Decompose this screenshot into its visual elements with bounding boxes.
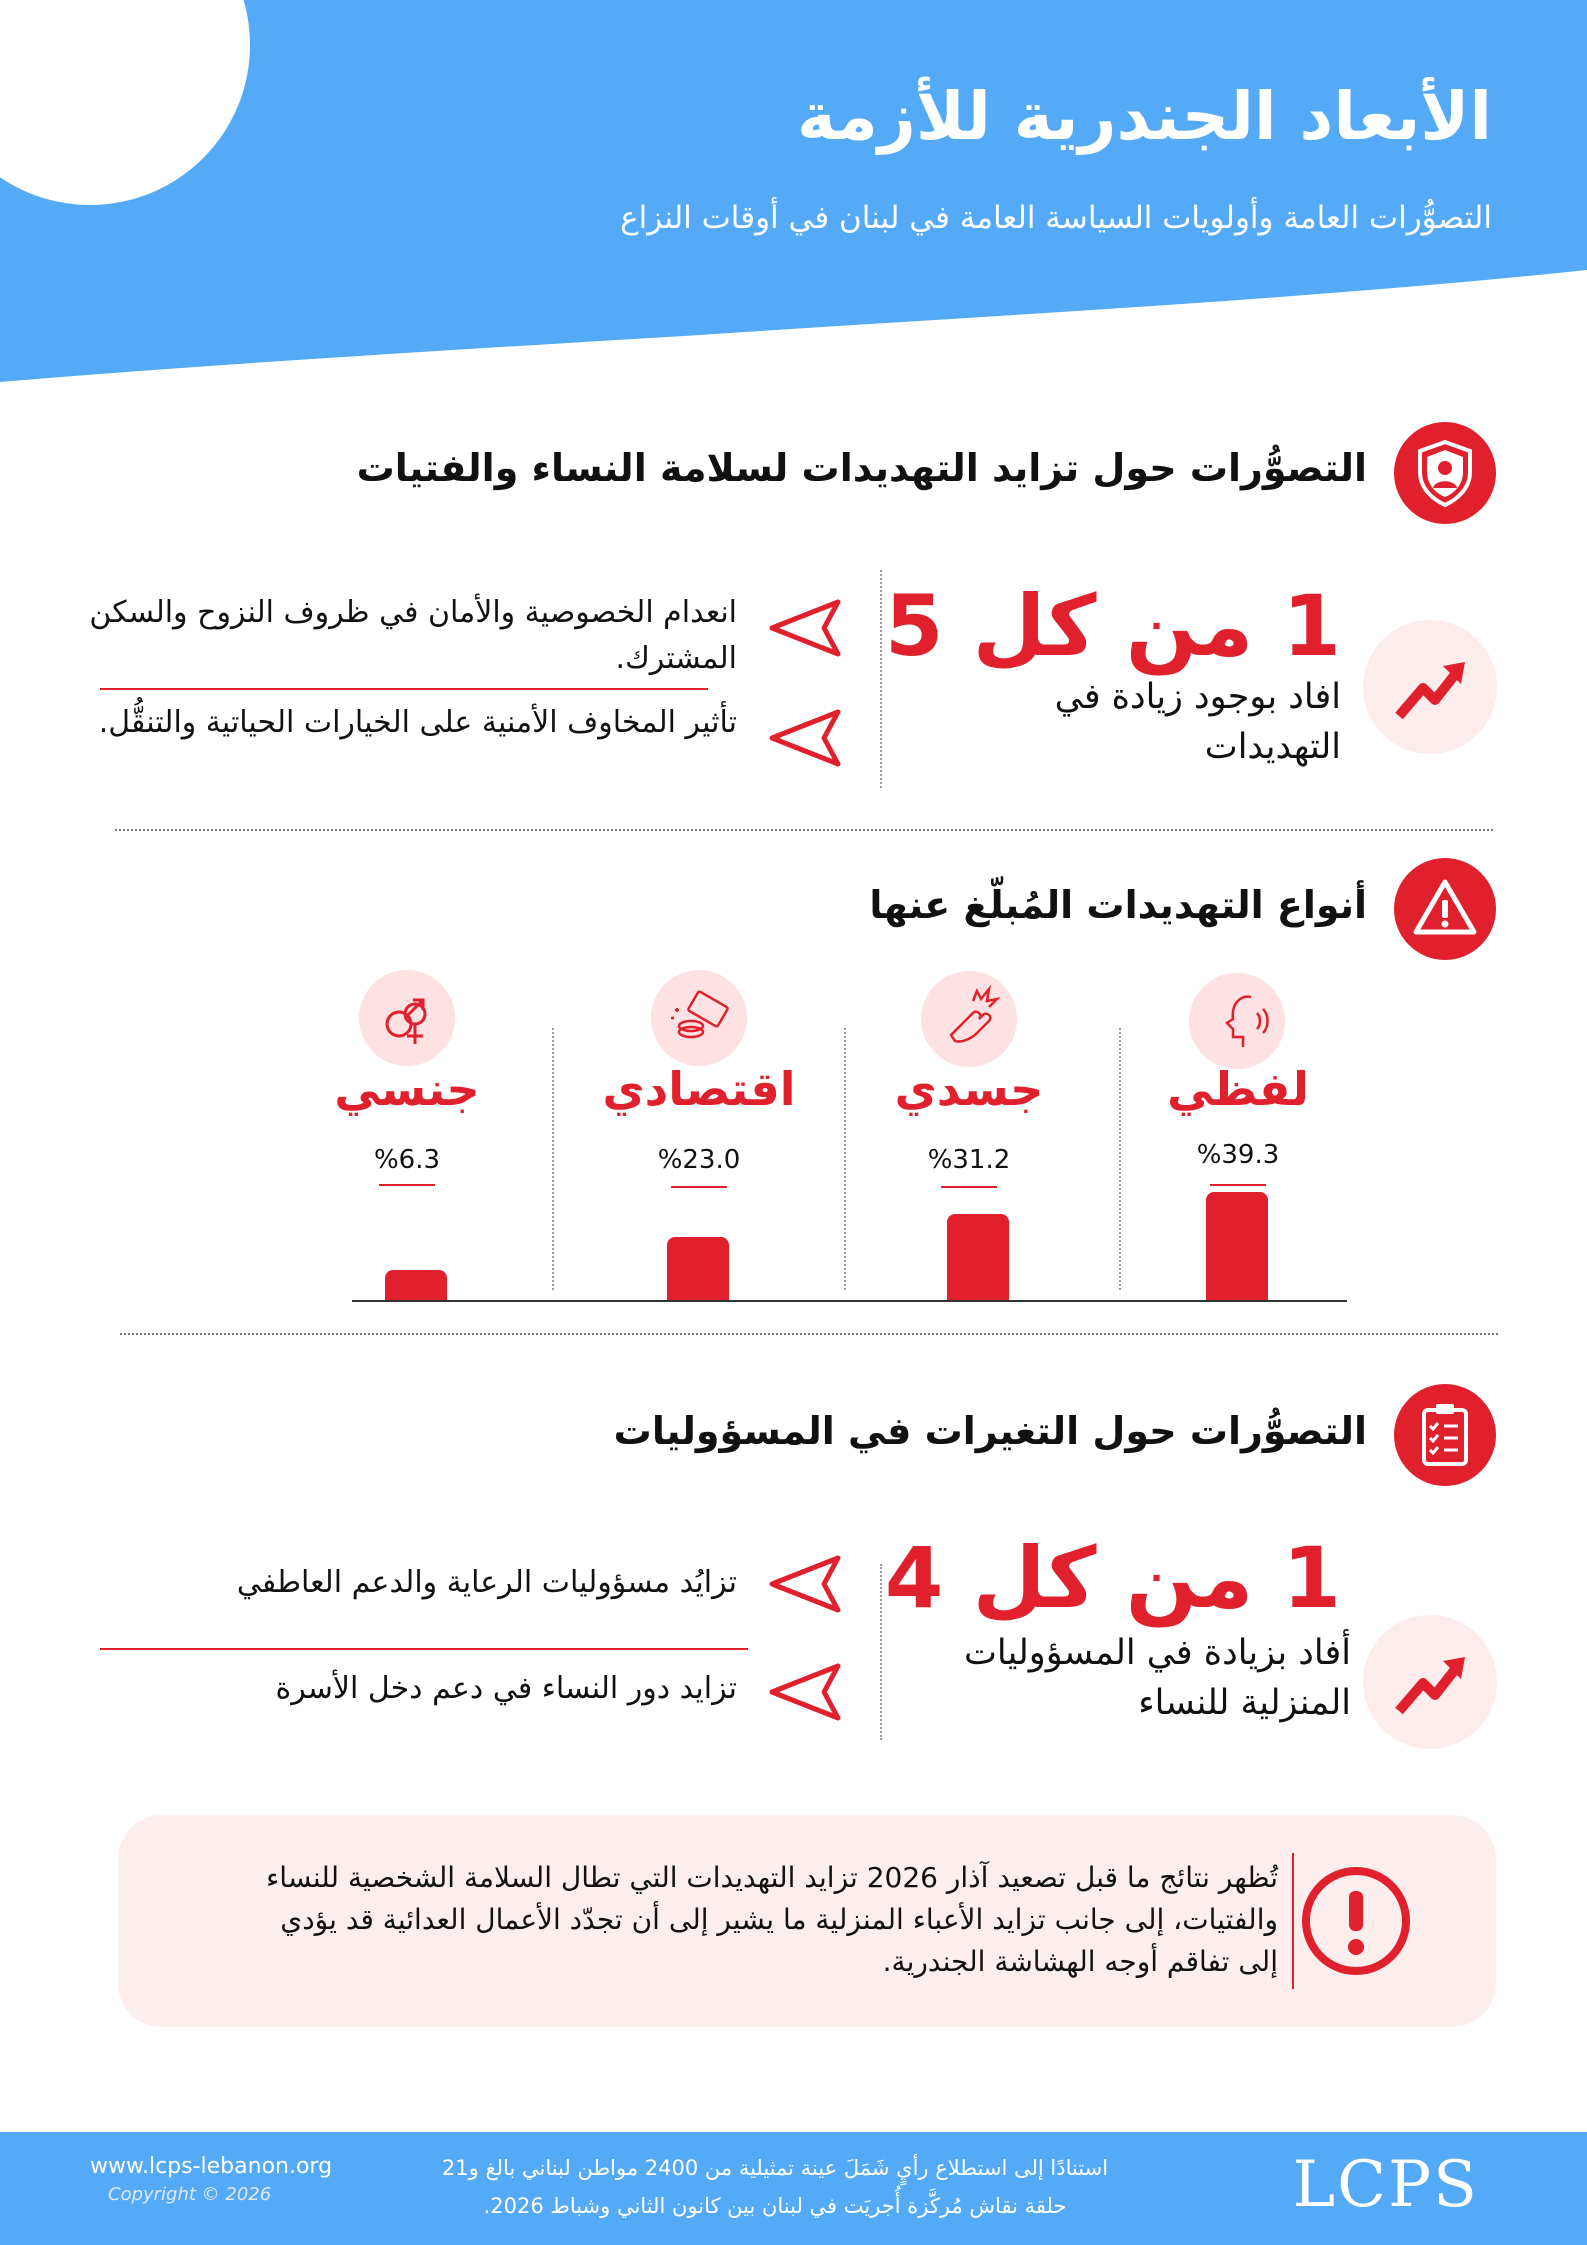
section3-title: التصوُّرات حول التغيرات في المسؤوليات	[613, 1409, 1367, 1453]
shield-woman-icon	[1394, 422, 1496, 524]
value-label: %31.2	[927, 1145, 1011, 1175]
value-label: %6.3	[373, 1145, 441, 1175]
lcps-logo: LCPS	[1292, 2148, 1479, 2222]
bar-sexual	[385, 1270, 447, 1300]
point-divider	[100, 688, 708, 690]
section1-point-1: انعدام الخصوصية والأمان في ظروف النزوح والسكن المشترك.	[89, 595, 737, 676]
footer	[0, 2132, 1587, 2245]
bar-physical	[947, 1214, 1009, 1300]
section1-stat-desc: افاد بوجود زيادة في التهديدات	[1054, 677, 1341, 767]
gender-symbols-icon	[359, 970, 455, 1066]
column-divider	[880, 1564, 882, 1740]
page-subtitle: التصوُّرات العامة وأولويات السياسة العامة في لبنان في أوقات النزاع	[620, 200, 1492, 236]
exclamation-circle-icon	[1296, 1861, 1416, 1981]
section3-stat-desc: أفاد بزيادة في المسؤوليات المنزلية للنساء	[963, 1633, 1351, 1723]
section1-stat: 1 من كل 5	[884, 577, 1341, 675]
money-icon	[651, 970, 747, 1066]
chart-baseline	[352, 1300, 1347, 1302]
send-arrow-icon	[766, 1660, 844, 1724]
trend-up-icon	[1363, 1615, 1497, 1749]
note-box	[118, 1815, 1496, 2027]
section3-point-2: تزايد دور النساء في دعم دخل الأسرة	[275, 1671, 737, 1706]
value-underline	[379, 1184, 435, 1186]
note-text: تُظهر نتائج ما قبل تصعيد آذار 2026 تزايد التهديدات التي تطال السلامة الشخصية للنساء والفتيات، إلى جانب تزايد الأعباء المنزلية ما يشير إلى أن تجدّد الأعمال العدائية قد يؤدي إلى تفاقم أوجه الهشاشة الجندرية.	[266, 1861, 1278, 1978]
section2-title: أنواع التهديدات المُبلّغ عنها	[869, 883, 1367, 927]
send-arrow-icon	[766, 1552, 844, 1616]
value-underline	[671, 1186, 727, 1188]
value-label: %39.3	[1196, 1140, 1280, 1170]
column-divider	[880, 570, 882, 788]
warning-triangle-icon	[1394, 858, 1496, 960]
section3-stat: 1 من كل 4	[884, 1529, 1341, 1627]
section-divider	[120, 1333, 1498, 1335]
trend-up-icon	[1363, 620, 1497, 754]
section3-point-1: تزايُد مسؤوليات الرعاية والدعم العاطفي	[236, 1565, 737, 1600]
hand-slap-icon	[921, 971, 1017, 1067]
column-separator	[844, 1028, 846, 1290]
column-separator	[1119, 1028, 1121, 1290]
page-title: الأبعاد الجندرية للأزمة	[796, 78, 1492, 155]
footer-copyright: Copyright © 2026	[108, 2184, 272, 2205]
bar-economic	[667, 1237, 729, 1300]
category-label: جنسي	[334, 1062, 480, 1116]
footer-source-line-2: حلقة نقاش مُركَّزة أُجريَت في لبنان بين كانون الثاني وشباط 2026.	[483, 2194, 1067, 2218]
send-arrow-icon	[766, 706, 844, 770]
clipboard-checklist-icon	[1394, 1384, 1496, 1486]
column-separator	[552, 1028, 554, 1290]
send-arrow-icon	[766, 596, 844, 660]
category-label: جسدي	[894, 1062, 1044, 1116]
category-label: لفظي	[1167, 1062, 1309, 1116]
note-divider	[1292, 1853, 1294, 1989]
point-divider	[100, 1648, 748, 1650]
speaking-head-icon	[1189, 973, 1285, 1069]
footer-url[interactable]: www.lcps-lebanon.org	[90, 2154, 333, 2179]
section1-title: التصوُّرات حول تزايد التهديدات لسلامة النساء والفتيات	[356, 446, 1367, 490]
bar-verbal	[1206, 1192, 1268, 1300]
section1-point-2: تأثير المخاوف الأمنية على الخيارات الحياتية والتنقُّل.	[98, 705, 737, 740]
category-label: اقتصادي	[602, 1062, 796, 1116]
section-divider	[115, 829, 1493, 831]
value-underline	[941, 1186, 997, 1188]
value-label: %23.0	[657, 1145, 741, 1175]
value-underline	[1210, 1184, 1266, 1186]
footer-source-line-1: استنادًا إلى استطلاع رأيٍ شَمَلَ عينة تمثيلية من 2400 مواطن لبناني بالغ و21	[441, 2156, 1109, 2180]
